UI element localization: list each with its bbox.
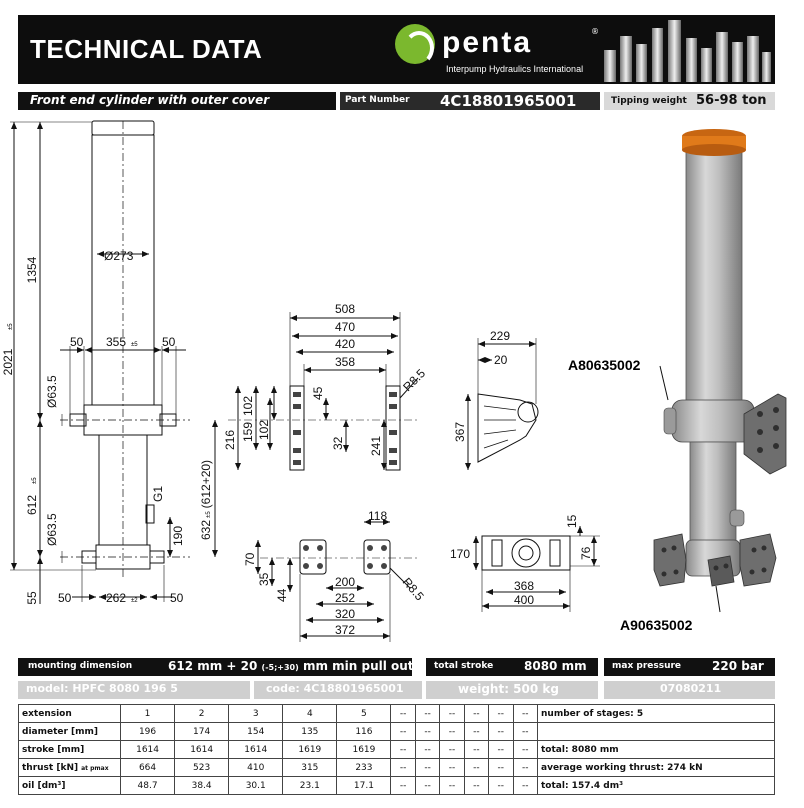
spec-cell: 315 (283, 759, 337, 777)
spec-cell: -- (391, 741, 415, 759)
spec-cell: 3 (229, 705, 283, 723)
spec-cell: -- (513, 777, 538, 795)
dim-lower-length: 612 (25, 494, 39, 516)
brand-registered: ® (591, 27, 599, 36)
spec-cell: 1 (121, 705, 175, 723)
summary-row-1 (18, 658, 775, 676)
spec-cell: -- (440, 723, 464, 741)
dim-241: 241 (369, 435, 383, 456)
spec-cell: -- (415, 777, 439, 795)
spec-cell: 1619 (283, 741, 337, 759)
dim-35: 35 (257, 572, 271, 586)
dim-44: 44 (275, 588, 289, 602)
code-label: code: 4C18801965001 (266, 682, 404, 695)
spec-cell: 48.7 (121, 777, 175, 795)
spec-cell: -- (440, 759, 464, 777)
spec-cell: -- (464, 759, 488, 777)
dim-400: 400 (514, 593, 535, 607)
spec-row (19, 777, 775, 795)
upper-part-number: A80635002 (568, 357, 641, 373)
spec-row (19, 759, 775, 777)
spec-row-label: extension (19, 705, 121, 723)
penta-logo-icon (395, 24, 435, 64)
spec-cell: 154 (229, 723, 283, 741)
dim-358: 358 (335, 355, 356, 369)
dim-mount-width-tol: ±5 (131, 342, 138, 348)
spec-cell: -- (440, 705, 464, 723)
spec-cell: 1614 (121, 741, 175, 759)
dim-lower-length-tol: ±5 (32, 477, 38, 484)
dim-left-offset: 50 (70, 335, 84, 349)
dim-right-offset: 50 (162, 335, 176, 349)
spec-cell: 135 (283, 723, 337, 741)
spec-cell: -- (489, 705, 513, 723)
dim-372: 372 (335, 623, 356, 637)
spec-cell: 30.1 (229, 777, 283, 795)
spec-cell: 1614 (175, 741, 229, 759)
spec-cell: 116 (337, 723, 391, 741)
dim-200: 200 (335, 575, 356, 589)
dim-252: 252 (335, 591, 356, 605)
doc-code: 07080211 (660, 682, 722, 695)
spec-cell: -- (464, 777, 488, 795)
dim-368: 368 (514, 579, 535, 593)
part-number: 4C18801965001 (440, 92, 577, 110)
lower-part-number: A90635002 (620, 617, 693, 633)
spec-cell: -- (464, 705, 488, 723)
spec-cell: -- (489, 741, 513, 759)
dim-70: 70 (243, 552, 257, 566)
spec-cell: 174 (175, 723, 229, 741)
part-number-label: Part Number (345, 95, 410, 105)
total-stroke-value: 8080 mm (524, 659, 587, 673)
dim-229: 229 (490, 329, 511, 343)
dim-102b: 102 (257, 419, 271, 441)
dim-mount-632: 632±5(612+20) (199, 459, 213, 540)
dim-base-left: 50 (58, 591, 72, 605)
spec-cell: -- (415, 705, 439, 723)
spec-cell: -- (489, 759, 513, 777)
spec-cell: -- (415, 759, 439, 777)
spec-cell: -- (440, 741, 464, 759)
spec-cell: 664 (121, 759, 175, 777)
dim-159: 159 (241, 421, 255, 443)
weight-label: weight: 500 kg (458, 682, 559, 696)
dim-total-height-tol: ±5 (8, 323, 14, 330)
spec-cell: -- (489, 777, 513, 795)
spec-row-label: diameter [mm] (19, 723, 121, 741)
max-pressure-value: 220 bar (712, 659, 764, 673)
spec-row-note (538, 723, 775, 741)
mounting-dimension-value: 612 mm + 20 (-5;+30) mm min pull out (168, 659, 414, 673)
spec-cell: 23.1 (283, 777, 337, 795)
dim-32: 32 (331, 436, 345, 450)
dim-102a: 102 (241, 395, 255, 417)
spec-row (19, 741, 775, 759)
dim-76: 76 (579, 546, 593, 560)
dim-mount-width: 355 (106, 335, 127, 349)
cylinder-3d-render (654, 129, 786, 586)
spec-cell: 5 (337, 705, 391, 723)
dim-216: 216 (223, 429, 237, 451)
dim-420: 420 (335, 337, 356, 351)
dim-upper-length: 1354 (25, 256, 39, 284)
spec-cell: -- (513, 723, 538, 741)
spec-cell: -- (415, 741, 439, 759)
spec-cell: 38.4 (175, 777, 229, 795)
dim-base-height: 55 (25, 591, 39, 605)
spec-cell: -- (440, 777, 464, 795)
dim-base-width-tol: ±2 (131, 598, 138, 604)
spec-cell: -- (391, 759, 415, 777)
page-title: TECHNICAL DATA (30, 34, 263, 64)
spec-table (18, 704, 775, 795)
spec-cell: 1619 (337, 741, 391, 759)
dim-lower-pin-diameter: Ø63.5 (45, 513, 59, 546)
spec-row-note: total: 157.4 dm³ (538, 777, 775, 795)
spec-cell: 1614 (229, 741, 283, 759)
model-label: model: HPFC 8080 196 5 (26, 682, 178, 695)
spec-cell: -- (415, 723, 439, 741)
spec-row-label: oil [dm³] (19, 777, 121, 795)
spec-cell: 4 (283, 705, 337, 723)
spec-cell: -- (391, 705, 415, 723)
spec-row-note: average working thrust: 274 kN (538, 759, 775, 777)
dim-port-height: 190 (171, 525, 185, 546)
spec-row (19, 705, 775, 723)
spec-row-label: thrust [kN] at pmax (19, 759, 121, 777)
dim-total-height: 2021 (1, 348, 15, 376)
spec-cell: 196 (121, 723, 175, 741)
dim-upper-radius: R8.5 (400, 366, 429, 395)
mounting-dimension-label: mounting dimension (28, 661, 133, 671)
spec-row-note: number of stages: 5 (538, 705, 775, 723)
dim-base-width: 262 (106, 591, 127, 605)
dim-diameter: Ø273 (104, 249, 134, 263)
dim-upper-pin-diameter: Ø63.5 (45, 375, 59, 408)
tipping-weight-label: Tipping weight (611, 96, 687, 106)
tipping-weight: 56-98 ton (696, 93, 767, 108)
dim-320: 320 (335, 607, 356, 621)
cylinder-banner-image (600, 18, 772, 82)
spec-cell: 17.1 (337, 777, 391, 795)
spec-cell: -- (464, 723, 488, 741)
spec-cell: -- (513, 705, 538, 723)
dim-lower-radius: R8.5 (399, 574, 427, 604)
dim-20: 20 (494, 353, 508, 367)
dim-508: 508 (335, 302, 356, 316)
spec-cell: 410 (229, 759, 283, 777)
dim-base-right: 50 (170, 591, 184, 605)
max-pressure-label: max pressure (612, 661, 682, 671)
brand-name: penta (442, 26, 533, 59)
spec-cell: -- (513, 759, 538, 777)
spec-row-note: total: 8080 mm (538, 741, 775, 759)
spec-cell: -- (391, 777, 415, 795)
technical-drawing (0, 112, 804, 652)
spec-cell: -- (489, 723, 513, 741)
spec-cell: 2 (175, 705, 229, 723)
dim-118: 118 (368, 509, 388, 523)
spec-row (19, 723, 775, 741)
dim-45: 45 (311, 386, 325, 400)
spec-cell: -- (464, 741, 488, 759)
spec-cell: -- (513, 741, 538, 759)
cylinder-description: Front end cylinder with outer cover (30, 93, 270, 107)
spec-cell: -- (391, 723, 415, 741)
dim-367: 367 (453, 421, 467, 442)
dim-15: 15 (565, 514, 579, 528)
spec-cell: 233 (337, 759, 391, 777)
spec-row-label: stroke [mm] (19, 741, 121, 759)
total-stroke-label: total stroke (434, 661, 494, 671)
dim-170: 170 (450, 547, 471, 561)
summary-row-2 (18, 681, 775, 699)
port-label: G1 (151, 485, 165, 502)
spec-cell: 523 (175, 759, 229, 777)
dim-470: 470 (335, 320, 356, 334)
brand-subtitle: Interpump Hydraulics International (446, 64, 584, 74)
